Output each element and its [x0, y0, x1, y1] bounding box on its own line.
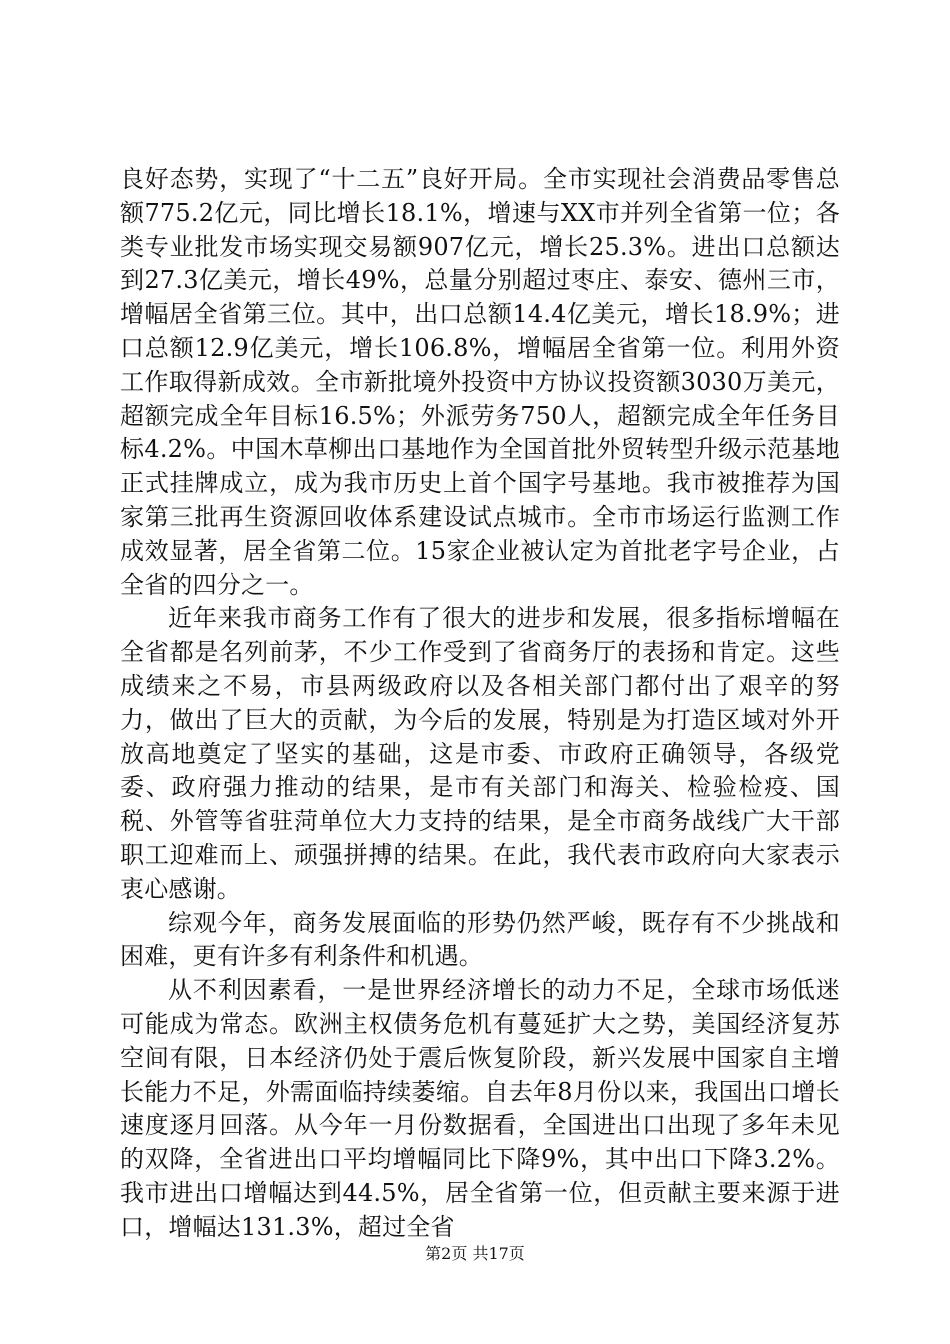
paragraph-progress: 近年来我市商务工作有了很大的进步和发展，很多指标增幅在全省都是名列前茅，不少工作受到了省商务厅的表扬和肯定。这些成绩来之不易，市县两级政府以及各相关部门都付出了艰辛的努力，做出了巨大的贡献，为今后的发展，特别是为打造区域对外开放高地奠定了坚实的基础，这是市委、市政府正确领导，各级党委、政府强力推动的结果，是市有关部门和海关、检验检疫、国税、外管等省驻菏单位大力支持的结果，是全市商务战线广大干部职工迎难而上、顽强拼搏的结果。在此，我代表市政府向大家表示衷心感谢。	[120, 604, 840, 903]
page-number-footer: 第2页 共17页	[425, 1244, 525, 1263]
body-text	[120, 163, 840, 1245]
paragraph-outlook: 综观今年，商务发展面临的形势仍然严峻，既存有不少挑战和困难，更有许多有利条件和机遇。	[120, 908, 840, 971]
paragraph-continuation: 良好态势，实现了“十二五”良好开局。全市实现社会消费品零售总额775.2亿元，同比增长18.1%，增速与XX市并列全省第一位；各类专业批发市场实现交易额907亿元，增长25.3%。进出口总额达到27.3亿美元，增长49%，总量分别超过枣庄、泰安、德州三市，增幅居全省第三位。其中，出口总额14.4亿美元，增长18.9%；进口总额12.9亿美元，增长106.8%，增幅居全省第一位。利用外资工作取得新成效。全市新批境外投资中方协议投资额3030万美元，超额完成全年目标16.5%；外派劳务750人，超额完成全年任务目标4.2%。中国木草柳出口基地作为全国首批外贸转型升级示范基地正式挂牌成立，成为我市历史上首个国字号基地。我市被推荐为国家第三批再生资源回收体系建设试点城市。全市市场运行监测工作成效显著，居全省第二位。15家企业被认定为首批老字号企业，占全省的四分之一。	[120, 165, 840, 599]
paragraph-unfavorable-factors: 从不利因素看，一是世界经济增长的动力不足，全球市场低迷可能成为常态。欧洲主权债务危机有蔓延扩大之势，美国经济复苏空间有限，日本经济仍处于震后恢复阶段，新兴发展中国家自主增长能力不足，外需面临持续萎缩。自去年8月份以来，我国出口增长速度逐月回落。从今年一月份数据看，全国进出口出现了多年未见的双降，全省进出口平均增幅同比下降9%，其中出口下降3.2%。我市进出口增幅达到44.5%，居全省第一位，但贡献主要来源于进口，增幅达131.3%，超过全省	[120, 976, 840, 1241]
